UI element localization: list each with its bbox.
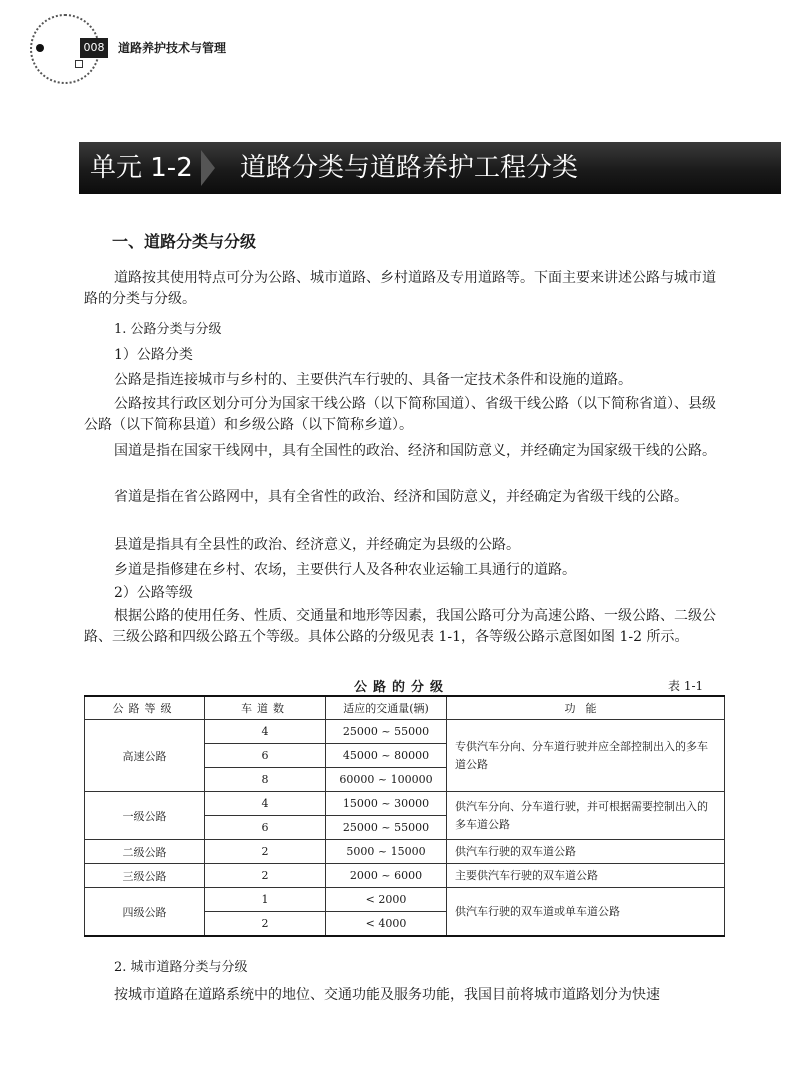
cell-function: 供汽车行驶的双车道或单车道公路 — [447, 888, 725, 937]
cell-traffic: 25000 ~ 55000 — [326, 816, 447, 840]
table-row — [85, 888, 725, 912]
cell-lanes: 6 — [205, 816, 326, 840]
cell-grade: 高速公路 — [85, 720, 205, 792]
cell-traffic: 5000 ~ 15000 — [326, 840, 447, 864]
cell-lanes: 2 — [205, 840, 326, 864]
subheading-highway-grade: 2）公路等级 — [114, 585, 193, 601]
header-small-square — [75, 60, 83, 68]
subheading-city-road: 2. 城市道路分类与分级 — [114, 960, 248, 975]
cell-traffic: < 4000 — [326, 912, 447, 937]
cell-lanes: 8 — [205, 768, 326, 792]
cell-traffic: 25000 ~ 55000 — [326, 720, 447, 744]
header-function: 功能 — [447, 696, 725, 720]
cell-function: 专供汽车分向、分车道行驶并应全部控制出入的多车道公路 — [447, 720, 725, 792]
cell-traffic: 15000 ~ 30000 — [326, 792, 447, 816]
table-header-row — [85, 696, 725, 720]
header-lanes: 车道数 — [205, 696, 326, 720]
table-number: 表 1-1 — [668, 679, 704, 693]
page-number: 008 — [80, 38, 108, 58]
header-bullet — [36, 44, 44, 52]
table-row — [85, 840, 725, 864]
paragraph-admin: 公路按其行政区划分可分为国家干线公路（以下简称国道）、省级干线公路（以下简称省道）、县级公路（以下简称县道）和乡级公路（以下简称乡道）。 — [84, 396, 716, 433]
header-grade: 公路等级 — [85, 696, 205, 720]
paragraph-city-road: 按城市道路在道路系统中的地位、交通功能及服务功能，我国目前将城市道路划分为快速 — [114, 987, 660, 1003]
cell-traffic: 45000 ~ 80000 — [326, 744, 447, 768]
highway-grade-table — [84, 695, 725, 937]
table-row — [85, 720, 725, 744]
cell-grade: 四级公路 — [85, 888, 205, 937]
cell-function: 供汽车分向、分车道行驶，并可根据需要控制出入的多车道公路 — [447, 792, 725, 840]
cell-grade: 二级公路 — [85, 840, 205, 864]
cell-lanes: 2 — [205, 864, 326, 888]
section-heading: 一、道路分类与分级 — [112, 232, 257, 251]
cell-traffic: 60000 ~ 100000 — [326, 768, 447, 792]
cell-function: 主要供汽车行驶的双车道公路 — [447, 864, 725, 888]
paragraph-grade: 根据公路的使用任务、性质、交通量和地形等因素，我国公路可分为高速公路、一级公路、二级公路、三级公路和四级公路五个等级。具体公路的分级见表 1-1，各等级公路示意图如图 1-2 所示。 — [84, 608, 716, 645]
table-row — [85, 864, 725, 888]
subheading-highway-class: 1）公路分类 — [114, 347, 193, 363]
cell-function: 供汽车行驶的双车道公路 — [447, 840, 725, 864]
paragraph-township: 乡道是指修建在乡村、农场，主要供行人及各种农业运输工具通行的道路。 — [114, 562, 576, 578]
cell-lanes: 2 — [205, 912, 326, 937]
paragraph-definition: 公路是指连接城市与乡村的、主要供汽车行驶的、具备一定技术条件和设施的道路。 — [114, 372, 632, 388]
subheading-highway: 1. 公路分类与分级 — [114, 322, 222, 337]
cell-traffic: < 2000 — [326, 888, 447, 912]
cell-grade: 三级公路 — [85, 864, 205, 888]
paragraph-national: 国道是指在国家干线网中，具有全国性的政治、经济和国防意义，并经确定为国家级干线的公路。 — [114, 443, 716, 459]
unit-label: 单元 1-2 — [90, 153, 193, 183]
table-caption: 公路的分级 — [354, 680, 450, 695]
cell-lanes: 1 — [205, 888, 326, 912]
cell-traffic: 2000 ~ 6000 — [326, 864, 447, 888]
paragraph-intro: 道路按其使用特点可分为公路、城市道路、乡村道路及专用道路等。下面主要来讲述公路与城市道路的分类与分级。 — [84, 270, 716, 307]
cell-grade: 一级公路 — [85, 792, 205, 840]
header-traffic: 适应的交通量(辆) — [326, 696, 447, 720]
cell-lanes: 4 — [205, 720, 326, 744]
book-title: 道路养护技术与管理 — [118, 41, 227, 55]
table-row — [85, 792, 725, 816]
banner-arrow-icon — [201, 150, 215, 186]
paragraph-county: 县道是指具有全县性的政治、经济意义，并经确定为县级的公路。 — [114, 537, 520, 553]
unit-title: 道路分类与道路养护工程分类 — [240, 153, 579, 183]
cell-lanes: 4 — [205, 792, 326, 816]
paragraph-provincial: 省道是指在省公路网中，具有全省性的政治、经济和国防意义，并经确定为省级干线的公路。 — [114, 489, 688, 505]
cell-lanes: 6 — [205, 744, 326, 768]
